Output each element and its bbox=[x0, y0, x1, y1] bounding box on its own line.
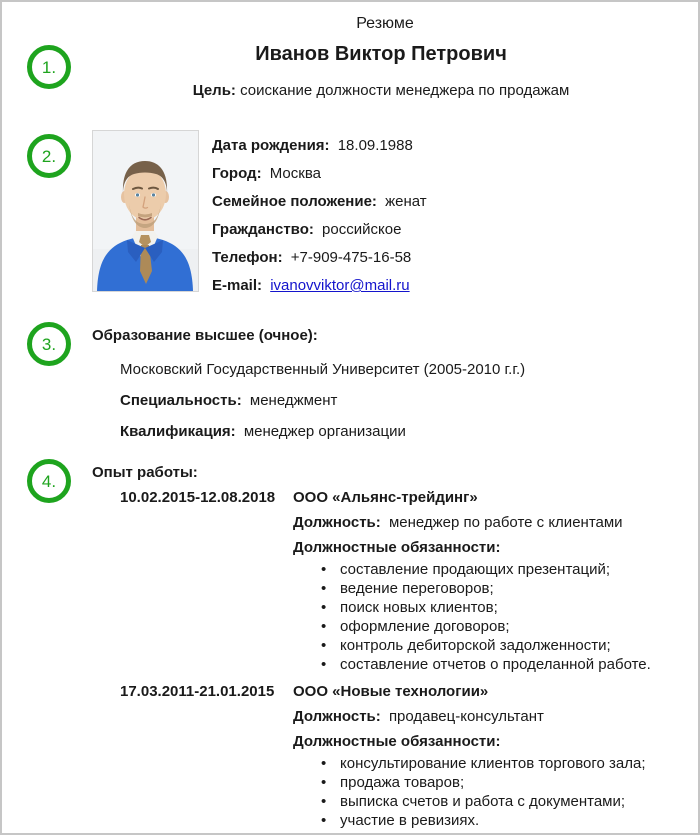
section-header bbox=[2, 43, 698, 100]
detail-value: женат bbox=[385, 193, 427, 210]
step-gutter bbox=[2, 130, 92, 178]
education-qualification-label: Квалификация: bbox=[120, 423, 236, 440]
duty-item: • поиск новых клиентов; bbox=[319, 598, 698, 617]
duty-item: • продажа товаров; bbox=[319, 773, 698, 792]
detail-label: Город: bbox=[212, 165, 262, 182]
detail-value: российское bbox=[322, 221, 402, 238]
duty-item: • выписка счетов и работа с документами; bbox=[319, 792, 698, 811]
detail-row-citizenship bbox=[212, 216, 427, 244]
step-gutter bbox=[2, 322, 92, 366]
detail-label: Телефон: bbox=[212, 249, 283, 266]
detail-row-phone bbox=[212, 244, 427, 272]
duty-item: • составление отчетов о проделанной работе. bbox=[319, 655, 698, 674]
portrait-illustration bbox=[93, 131, 198, 291]
detail-value: +7-909-475-16-58 bbox=[290, 249, 412, 266]
step-2-badge bbox=[27, 134, 71, 178]
doc-title: Резюме bbox=[356, 15, 414, 32]
education-qualification bbox=[120, 422, 698, 441]
job-duties-list bbox=[319, 560, 698, 674]
duty-item: • участие в ревизиях. bbox=[319, 811, 698, 830]
job-company: ООО «Альянс-трейдинг» bbox=[293, 489, 478, 506]
job-position-row bbox=[293, 513, 698, 532]
job-position-value: менеджер по работе с клиентами bbox=[388, 514, 623, 531]
job-details bbox=[293, 682, 698, 830]
detail-value: 18.09.1988 bbox=[337, 137, 413, 154]
detail-label: E-mail: bbox=[212, 277, 263, 294]
job-details bbox=[293, 488, 698, 674]
job-duties-label: Должностные обязанности: bbox=[293, 733, 501, 750]
job-company: ООО «Новые технологии» bbox=[293, 683, 489, 700]
profile-photo bbox=[92, 130, 199, 292]
section-personal bbox=[2, 130, 698, 300]
step-gutter bbox=[2, 43, 72, 89]
step-4-number: 4. bbox=[41, 471, 57, 491]
detail-row-marital-status bbox=[212, 188, 427, 216]
detail-label: Семейное положение: bbox=[212, 193, 377, 210]
duty-item: • ведение переговоров; bbox=[319, 579, 698, 598]
job-position-value: продавец-консультант bbox=[388, 708, 544, 725]
experience-body bbox=[92, 459, 698, 830]
education-specialty-value: менеджмент bbox=[249, 392, 338, 409]
detail-label: Гражданство: bbox=[212, 221, 314, 238]
detail-row-email bbox=[212, 272, 427, 300]
education-university: Московский Государственный Университет (2005-2010 г.г.) bbox=[120, 361, 526, 378]
job-position-label: Должность: bbox=[293, 708, 381, 725]
goal-line bbox=[72, 81, 690, 100]
step-3-badge bbox=[27, 322, 71, 366]
job-period: 10.02.2015-12.08.2018 bbox=[120, 489, 276, 506]
education-specialty bbox=[120, 391, 698, 410]
job-entry-1 bbox=[92, 488, 698, 674]
step-3-number: 3. bbox=[41, 334, 57, 354]
duty-item: • контроль дебиторской задолженности; bbox=[319, 636, 698, 655]
goal-value: соискание должности менеджера по продажам bbox=[240, 82, 570, 99]
person-name: Иванов Виктор Петрович bbox=[255, 43, 507, 65]
education-heading: Образование высшее (очное): bbox=[92, 327, 318, 344]
goal-label: Цель: bbox=[192, 82, 236, 99]
job-position-label: Должность: bbox=[293, 514, 381, 531]
job-period: 17.03.2011-21.01.2015 bbox=[120, 683, 275, 700]
duty-item: • составление продающих презентаций; bbox=[319, 560, 698, 579]
detail-value: Москва bbox=[269, 165, 321, 182]
section-experience bbox=[2, 459, 698, 830]
email-link[interactable]: ivanovviktor@mail.ru bbox=[270, 277, 410, 294]
step-1-number: 1. bbox=[41, 57, 57, 77]
education-qualification-value: менеджер организации bbox=[243, 423, 406, 440]
header-body bbox=[72, 43, 698, 100]
section-education bbox=[2, 322, 698, 441]
job-duties-list bbox=[319, 754, 698, 830]
detail-row-birthdate bbox=[212, 132, 427, 160]
job-entry-2 bbox=[92, 682, 698, 830]
step-gutter bbox=[2, 459, 92, 503]
personal-details bbox=[212, 130, 427, 300]
duty-item: • консультирование клиентов торгового зала; bbox=[319, 754, 698, 773]
detail-label: Дата рождения: bbox=[212, 137, 330, 154]
duty-item: • оформление договоров; bbox=[319, 617, 698, 636]
step-1-badge bbox=[27, 45, 71, 89]
experience-heading: Опыт работы: bbox=[92, 464, 198, 481]
job-position-row bbox=[293, 707, 698, 726]
job-duties-label: Должностные обязанности: bbox=[293, 539, 501, 556]
detail-row-city bbox=[212, 160, 427, 188]
step-2-number: 2. bbox=[41, 146, 57, 166]
step-4-badge bbox=[27, 459, 71, 503]
education-specialty-label: Специальность: bbox=[120, 392, 242, 409]
education-body bbox=[92, 322, 698, 441]
